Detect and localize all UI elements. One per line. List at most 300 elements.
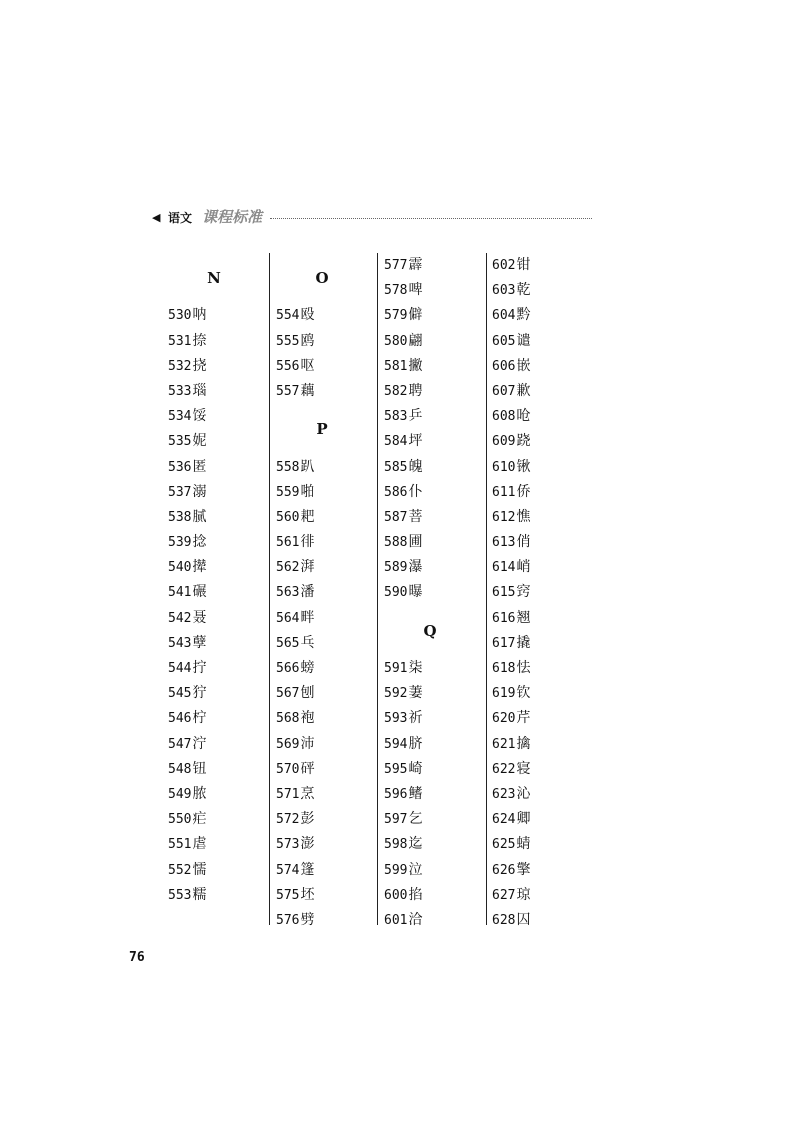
- list-item: [276, 631, 376, 656]
- item-number: 625: [492, 837, 516, 853]
- item-character: 翩: [408, 332, 423, 349]
- item-character: 匿: [192, 458, 207, 475]
- item-number: 561: [276, 535, 300, 551]
- list-item: [492, 455, 592, 480]
- item-character: 祈: [408, 710, 423, 727]
- item-number: 597: [384, 812, 408, 828]
- list-item: [276, 379, 376, 404]
- list-item: [384, 455, 484, 480]
- item-number: 532: [168, 358, 192, 374]
- item-character: 鸥: [300, 332, 315, 349]
- list-item: [276, 656, 376, 681]
- list-item: [276, 580, 376, 605]
- item-character: 乾: [516, 282, 531, 299]
- item-number: 546: [168, 711, 192, 727]
- item-number: 615: [492, 585, 516, 601]
- list-item: [168, 807, 268, 832]
- list-item: [168, 631, 268, 656]
- list-item: [168, 706, 268, 731]
- item-number: 575: [276, 887, 300, 903]
- item-number: 622: [492, 761, 516, 777]
- item-number: 601: [384, 912, 408, 928]
- item-number: 538: [168, 509, 192, 525]
- item-number: 607: [492, 383, 516, 399]
- item-number: 595: [384, 761, 408, 777]
- item-character: 虐: [192, 836, 207, 853]
- list-item: [168, 656, 268, 681]
- item-number: 572: [276, 812, 300, 828]
- item-character: 撇: [408, 357, 423, 374]
- item-character: 擒: [516, 735, 531, 752]
- item-number: 557: [276, 383, 300, 399]
- item-character: 妮: [192, 433, 207, 450]
- item-character: 乞: [408, 811, 423, 828]
- item-character: 琼: [516, 886, 531, 903]
- item-number: 563: [276, 585, 300, 601]
- list-item: [492, 807, 592, 832]
- item-number: 600: [384, 887, 408, 903]
- item-number: 624: [492, 812, 516, 828]
- item-character: 腻: [192, 508, 207, 525]
- item-number: 573: [276, 837, 300, 853]
- item-number: 564: [276, 610, 300, 626]
- item-number: 558: [276, 459, 300, 475]
- list-item: [492, 505, 592, 530]
- item-character: 仆: [408, 483, 423, 500]
- list-item: [276, 555, 376, 580]
- item-character: 柠: [192, 710, 207, 727]
- item-character: 钦: [516, 685, 531, 702]
- column-3: [384, 253, 484, 933]
- item-character: 霹: [408, 257, 423, 273]
- item-character: 峭: [516, 559, 531, 576]
- list-item: [492, 480, 592, 505]
- item-character: 圃: [408, 534, 423, 551]
- item-number: 582: [384, 383, 408, 399]
- item-character: 坪: [408, 433, 423, 450]
- item-number: 616: [492, 610, 516, 626]
- list-item: [384, 807, 484, 832]
- list-item: [492, 631, 592, 656]
- item-character: 坯: [300, 886, 315, 903]
- list-item: [276, 858, 376, 883]
- list-item: [384, 656, 484, 681]
- item-number: 549: [168, 786, 192, 802]
- item-character: 螃: [300, 660, 315, 677]
- item-character: 孽: [192, 634, 207, 651]
- item-character: 聘: [408, 382, 423, 399]
- item-character: 呐: [192, 307, 207, 324]
- item-character: 呕: [300, 357, 315, 374]
- item-character: 刨: [300, 685, 315, 702]
- item-number: 593: [384, 711, 408, 727]
- list-item: [384, 580, 484, 605]
- list-item: [384, 908, 484, 933]
- item-character: 洽: [408, 911, 423, 928]
- list-item: [168, 480, 268, 505]
- item-character: 卿: [516, 811, 531, 828]
- list-item: [492, 379, 592, 404]
- list-item: [384, 732, 484, 757]
- list-item: [276, 681, 376, 706]
- item-number: 536: [168, 459, 192, 475]
- item-character: 窍: [516, 584, 531, 601]
- item-number: 551: [168, 837, 192, 853]
- item-number: 574: [276, 862, 300, 878]
- item-character: 狞: [192, 685, 207, 702]
- item-character: 柒: [408, 660, 423, 677]
- item-number: 589: [384, 560, 408, 576]
- list-item: [276, 782, 376, 807]
- item-character: 趴: [300, 458, 315, 475]
- item-character: 瀑: [408, 559, 423, 576]
- item-character: 砰: [300, 760, 315, 777]
- list-item: [276, 757, 376, 782]
- column-divider: [486, 253, 487, 925]
- list-item: [276, 832, 376, 857]
- list-item: [168, 858, 268, 883]
- item-number: 617: [492, 635, 516, 651]
- list-item: [168, 530, 268, 555]
- list-item: [384, 782, 484, 807]
- list-item: [276, 354, 376, 379]
- item-number: 610: [492, 459, 516, 475]
- item-character: 钮: [192, 760, 207, 777]
- list-item: [384, 329, 484, 354]
- item-number: 537: [168, 484, 192, 500]
- item-number: 544: [168, 661, 192, 677]
- item-character: 拧: [192, 660, 207, 677]
- item-number: 599: [384, 862, 408, 878]
- list-item: [384, 832, 484, 857]
- item-character: 囚: [516, 911, 531, 928]
- item-number: 571: [276, 786, 300, 802]
- item-number: 620: [492, 711, 516, 727]
- item-number: 579: [384, 308, 408, 324]
- list-item: [492, 858, 592, 883]
- item-number: 531: [168, 333, 192, 349]
- item-character: 擎: [516, 861, 531, 878]
- list-item: [276, 606, 376, 631]
- item-number: 547: [168, 736, 192, 752]
- list-item: [168, 329, 268, 354]
- item-number: 576: [276, 912, 300, 928]
- list-item: [168, 580, 268, 605]
- item-character: 钳: [516, 257, 531, 273]
- list-item: [384, 253, 484, 278]
- item-character: 溺: [192, 483, 207, 500]
- item-character: 畔: [300, 609, 315, 626]
- list-item: [384, 303, 484, 328]
- list-item: [168, 732, 268, 757]
- page-number: 76: [129, 950, 145, 965]
- item-number: 609: [492, 434, 516, 450]
- list-item: [492, 706, 592, 731]
- item-character: 糯: [192, 886, 207, 903]
- item-character: 锹: [516, 458, 531, 475]
- item-character: 乓: [300, 634, 315, 651]
- item-number: 534: [168, 409, 192, 425]
- item-number: 588: [384, 535, 408, 551]
- list-item: [276, 480, 376, 505]
- item-number: 626: [492, 862, 516, 878]
- item-number: 530: [168, 308, 192, 324]
- item-character: 泣: [408, 861, 423, 878]
- item-character: 俏: [516, 534, 531, 551]
- item-character: 殴: [300, 307, 315, 324]
- list-item: [384, 530, 484, 555]
- list-item: [168, 832, 268, 857]
- column-2: [276, 253, 376, 933]
- item-character: 掐: [408, 886, 423, 903]
- item-character: 捻: [192, 534, 207, 551]
- list-item: [384, 354, 484, 379]
- item-number: 550: [168, 812, 192, 828]
- item-number: 540: [168, 560, 192, 576]
- item-number: 548: [168, 761, 192, 777]
- item-number: 541: [168, 585, 192, 601]
- item-number: 628: [492, 912, 516, 928]
- item-character: 篷: [300, 861, 315, 878]
- item-character: 乒: [408, 408, 423, 425]
- header-dotted-rule: [270, 218, 592, 219]
- item-number: 598: [384, 837, 408, 853]
- item-character: 呛: [516, 408, 531, 425]
- item-number: 619: [492, 686, 516, 702]
- list-item: [492, 656, 592, 681]
- list-item: [384, 404, 484, 429]
- item-number: 592: [384, 686, 408, 702]
- section-letter: O: [315, 269, 329, 287]
- item-number: 584: [384, 434, 408, 450]
- item-character: 脐: [408, 735, 423, 752]
- item-character: 泞: [192, 735, 207, 752]
- item-character: 翘: [516, 609, 531, 626]
- running-header: [152, 207, 592, 227]
- item-number: 535: [168, 434, 192, 450]
- item-number: 560: [276, 509, 300, 525]
- list-item: [168, 757, 268, 782]
- item-number: 565: [276, 635, 300, 651]
- item-number: 533: [168, 383, 192, 399]
- column-divider: [269, 253, 270, 925]
- item-number: 614: [492, 560, 516, 576]
- item-character: 芹: [516, 710, 531, 727]
- list-item: [168, 681, 268, 706]
- item-number: 612: [492, 509, 516, 525]
- list-item: [384, 555, 484, 580]
- item-character: 谴: [516, 332, 531, 349]
- list-item: [168, 505, 268, 530]
- column-1: [168, 253, 268, 908]
- list-item: [492, 530, 592, 555]
- section-letter: P: [316, 420, 328, 439]
- list-item: [276, 706, 376, 731]
- list-item: [492, 883, 592, 908]
- item-character: 迄: [408, 836, 423, 853]
- item-character: 徘: [300, 534, 315, 551]
- item-character: 歉: [516, 382, 531, 399]
- list-item: [168, 606, 268, 631]
- item-character: 聂: [192, 609, 207, 626]
- section-letter: N: [207, 269, 221, 287]
- list-item: [492, 832, 592, 857]
- item-number: 554: [276, 308, 300, 324]
- item-number: 605: [492, 333, 516, 349]
- list-item: [168, 354, 268, 379]
- item-character: 蜻: [516, 836, 531, 853]
- item-character: 僻: [408, 307, 423, 324]
- item-character: 菩: [408, 508, 423, 525]
- list-item: [492, 303, 592, 328]
- item-character: 彭: [300, 811, 315, 828]
- item-number: 570: [276, 761, 300, 777]
- item-character: 挠: [192, 357, 207, 374]
- list-item: [276, 505, 376, 530]
- list-item: [168, 429, 268, 454]
- list-item: [384, 883, 484, 908]
- item-character: 啤: [408, 282, 423, 299]
- item-number: 577: [384, 258, 408, 273]
- item-number: 581: [384, 358, 408, 374]
- item-character: 劈: [300, 911, 315, 928]
- list-item: [276, 530, 376, 555]
- list-item: [492, 253, 592, 278]
- list-item: [384, 505, 484, 530]
- list-item: [276, 732, 376, 757]
- item-character: 沛: [300, 735, 315, 752]
- list-item: [168, 883, 268, 908]
- list-item: [168, 303, 268, 328]
- item-character: 崎: [408, 760, 423, 777]
- item-character: 魄: [408, 458, 423, 475]
- list-item: [492, 757, 592, 782]
- item-number: 543: [168, 635, 192, 651]
- item-number: 555: [276, 333, 300, 349]
- list-item: [384, 757, 484, 782]
- item-character: 藕: [300, 382, 315, 399]
- list-item: [276, 455, 376, 480]
- item-number: 587: [384, 509, 408, 525]
- item-number: 580: [384, 333, 408, 349]
- item-number: 590: [384, 585, 408, 601]
- item-character: 耙: [300, 508, 315, 525]
- item-character: 瑙: [192, 382, 207, 399]
- item-number: 623: [492, 786, 516, 802]
- item-number: 603: [492, 283, 516, 299]
- item-character: 潘: [300, 584, 315, 601]
- item-number: 602: [492, 258, 516, 273]
- list-item: [384, 429, 484, 454]
- section-letter: Q: [423, 621, 437, 640]
- item-character: 鳍: [408, 785, 423, 802]
- item-character: 曝: [408, 584, 423, 601]
- column-4: [492, 253, 592, 933]
- list-item: [492, 681, 592, 706]
- list-item: [492, 278, 592, 303]
- item-character: 澎: [300, 836, 315, 853]
- item-number: 583: [384, 409, 408, 425]
- list-item: [276, 807, 376, 832]
- list-item: [492, 908, 592, 933]
- item-number: 542: [168, 610, 192, 626]
- item-number: 596: [384, 786, 408, 802]
- list-item: [384, 681, 484, 706]
- item-number: 556: [276, 358, 300, 374]
- item-number: 562: [276, 560, 300, 576]
- column-divider: [377, 253, 378, 925]
- item-character: 烹: [300, 785, 315, 802]
- item-number: 578: [384, 283, 408, 299]
- item-number: 611: [492, 484, 516, 500]
- item-number: 569: [276, 736, 300, 752]
- list-item: [492, 429, 592, 454]
- item-character: 寝: [516, 760, 531, 777]
- item-character: 憔: [516, 508, 531, 525]
- list-item: [384, 278, 484, 303]
- list-item: [384, 706, 484, 731]
- item-character: 懦: [192, 861, 207, 878]
- item-number: 553: [168, 887, 192, 903]
- item-character: 脓: [192, 785, 207, 802]
- item-character: 碾: [192, 584, 207, 601]
- item-number: 545: [168, 686, 192, 702]
- item-number: 586: [384, 484, 408, 500]
- item-number: 559: [276, 484, 300, 500]
- item-character: 捺: [192, 332, 207, 349]
- item-number: 585: [384, 459, 408, 475]
- list-item: [492, 782, 592, 807]
- item-number: 608: [492, 409, 516, 425]
- list-item: [492, 606, 592, 631]
- item-character: 袍: [300, 710, 315, 727]
- item-number: 539: [168, 535, 192, 551]
- item-character: 馁: [192, 408, 207, 425]
- item-number: 627: [492, 887, 516, 903]
- item-character: 撵: [192, 559, 207, 576]
- item-character: 跷: [516, 433, 531, 450]
- item-number: 591: [384, 661, 408, 677]
- item-number: 552: [168, 862, 192, 878]
- item-character: 啪: [300, 483, 315, 500]
- list-item: [276, 303, 376, 328]
- item-number: 604: [492, 308, 516, 324]
- item-character: 疟: [192, 811, 207, 828]
- item-number: 618: [492, 661, 516, 676]
- list-item: [492, 329, 592, 354]
- header-brand: 课程标准: [202, 208, 263, 226]
- item-number: 568: [276, 711, 300, 727]
- header-subject: 语文: [168, 211, 193, 225]
- item-character: 侨: [516, 483, 531, 500]
- item-character: 沁: [516, 785, 531, 802]
- list-item: [384, 480, 484, 505]
- item-number: 621: [492, 736, 516, 752]
- item-character: 萋: [408, 685, 423, 702]
- list-item: [168, 455, 268, 480]
- list-item: [168, 379, 268, 404]
- list-item: [276, 908, 376, 933]
- triangle-marker-icon: ◀: [152, 211, 161, 224]
- item-number: 613: [492, 535, 516, 551]
- item-character: 撬: [516, 634, 531, 651]
- item-number: 594: [384, 736, 408, 752]
- item-number: 567: [276, 686, 300, 702]
- list-item: [276, 329, 376, 354]
- list-item: [492, 555, 592, 580]
- list-item: [168, 404, 268, 429]
- item-character: 黔: [516, 307, 531, 324]
